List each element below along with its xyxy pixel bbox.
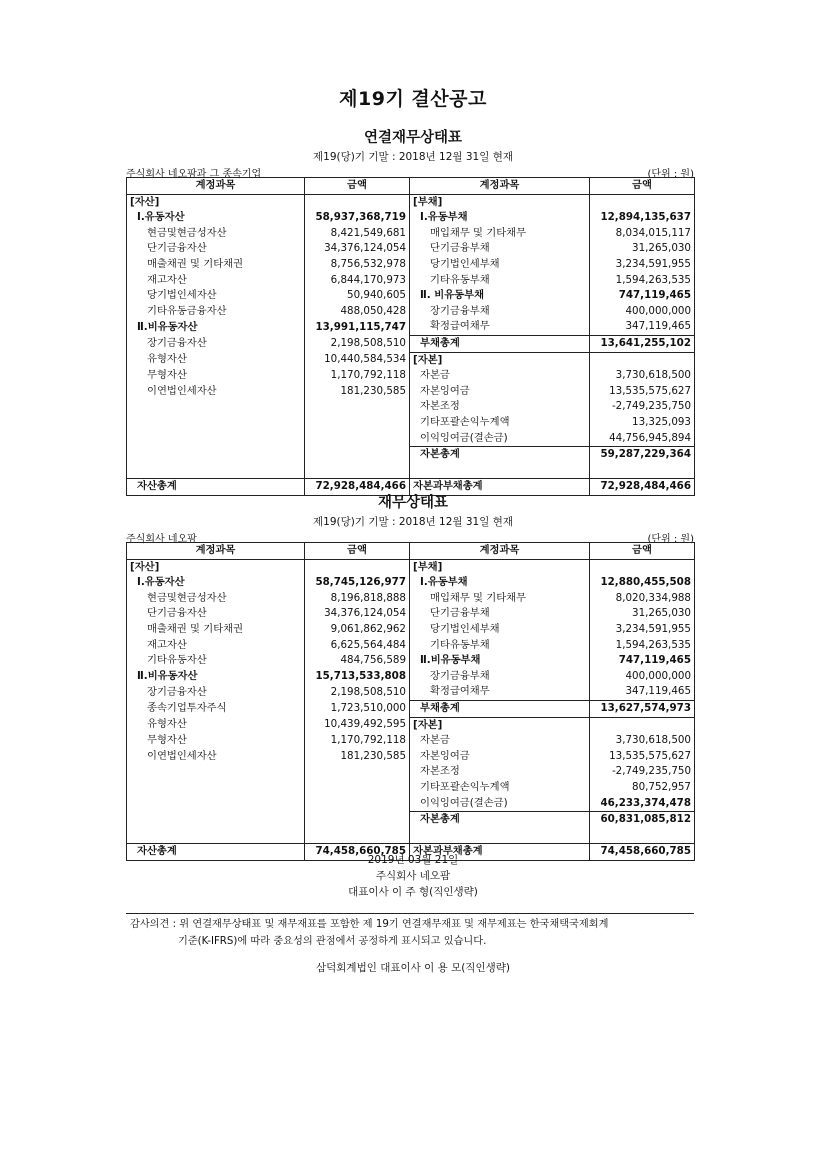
right-label-cell: 기타포괄손익누계액: [410, 415, 590, 431]
right-amount-cell: [590, 463, 695, 479]
left-label-cell: [자산]: [127, 559, 305, 575]
left-amount-cell: 181,230,585: [305, 384, 410, 400]
right-amount-cell: [590, 717, 695, 733]
total-assets-amount: 74,458,660,785: [305, 844, 410, 861]
table-row: [127, 304, 695, 320]
right-label-cell: 기타유동부채: [410, 638, 590, 654]
left-label-cell: 단기금융자산: [127, 606, 305, 622]
left-amount-cell: 10,440,584,534: [305, 352, 410, 368]
left-label-cell: [127, 399, 305, 415]
left-amount-cell: [305, 559, 410, 575]
left-label-cell: 기타유동금융자산: [127, 304, 305, 320]
right-amount-cell: 747,119,465: [590, 288, 695, 304]
table-row: [127, 288, 695, 304]
table-row: [127, 226, 695, 242]
left-amount-cell: [305, 463, 410, 479]
header-amount-right: 금액: [590, 178, 695, 195]
table-row: [127, 368, 695, 384]
table-row: [127, 653, 695, 669]
left-amount-cell: 6,625,564,484: [305, 638, 410, 654]
right-amount-cell: 80,752,957: [590, 780, 695, 796]
right-label-cell: 자본조정: [410, 764, 590, 780]
right-label-cell: 이익잉여금(결손금): [410, 796, 590, 812]
right-label-cell: 당기법인세부채: [410, 257, 590, 273]
header-amount-right: 금액: [590, 543, 695, 560]
right-amount-cell: 347,119,465: [590, 684, 695, 700]
left-label-cell: 장기금융자산: [127, 684, 305, 700]
divider: [126, 913, 694, 914]
left-amount-cell: [305, 764, 410, 780]
header-amount-left: 금액: [305, 543, 410, 560]
separate-unit: (단위 : 원): [647, 534, 694, 545]
left-label-cell: 당기법인세자산: [127, 288, 305, 304]
left-amount-cell: 9,061,862,962: [305, 622, 410, 638]
left-label-cell: 장기금융자산: [127, 335, 305, 352]
right-label-cell: Ⅰ.유동부채: [410, 575, 590, 591]
left-amount-cell: 181,230,585: [305, 749, 410, 765]
right-amount-cell: 13,627,574,973: [590, 700, 695, 717]
right-label-cell: 부채총계: [410, 335, 590, 352]
left-amount-cell: 58,745,126,977: [305, 575, 410, 591]
right-amount-cell: [590, 559, 695, 575]
table-row: [127, 733, 695, 749]
table-row: [127, 352, 695, 368]
consolidated-period: 제19(당)기 기말 : 2018년 12월 31일 현재: [313, 151, 513, 163]
right-amount-cell: 12,880,455,508: [590, 575, 695, 591]
left-amount-cell: 34,376,124,054: [305, 241, 410, 257]
right-label-cell: 부채총계: [410, 700, 590, 717]
left-label-cell: 매출채권 및 기타채권: [127, 257, 305, 273]
left-label-cell: 현금및현금성자산: [127, 591, 305, 607]
consolidated-unit: (단위 : 원): [647, 169, 694, 180]
left-amount-cell: 8,421,549,681: [305, 226, 410, 242]
left-label-cell: 재고자산: [127, 273, 305, 289]
left-label-cell: 무형자산: [127, 368, 305, 384]
total-assets-amount: 72,928,484,466: [305, 479, 410, 496]
right-label-cell: Ⅱ.비유동부채: [410, 653, 590, 669]
table-row: [127, 194, 695, 210]
right-label-cell: [부채]: [410, 194, 590, 210]
table-row: [127, 431, 695, 447]
right-amount-cell: 347,119,465: [590, 319, 695, 335]
left-amount-cell: 8,756,532,978: [305, 257, 410, 273]
left-amount-cell: 2,198,508,510: [305, 335, 410, 352]
right-label-cell: 매입채무 및 기타채무: [410, 226, 590, 242]
table-row: [127, 384, 695, 400]
right-label-cell: 자본조정: [410, 399, 590, 415]
right-amount-cell: 13,325,093: [590, 415, 695, 431]
right-label-cell: 장기금융부채: [410, 304, 590, 320]
right-amount-cell: 13,535,575,627: [590, 749, 695, 765]
right-label-cell: [부채]: [410, 559, 590, 575]
table-row: [127, 591, 695, 607]
right-amount-cell: 3,234,591,955: [590, 257, 695, 273]
left-label-cell: [127, 796, 305, 812]
table-row: [127, 210, 695, 226]
left-amount-cell: 2,198,508,510: [305, 684, 410, 700]
left-label-cell: Ⅰ.유동자산: [127, 575, 305, 591]
right-label-cell: 단기금융부채: [410, 606, 590, 622]
right-label-cell: 확정급여채무: [410, 319, 590, 335]
right-amount-cell: -2,749,235,750: [590, 764, 695, 780]
left-label-cell: 재고자산: [127, 638, 305, 654]
audit-opinion: [130, 916, 730, 950]
right-amount-cell: 1,594,263,535: [590, 638, 695, 654]
left-amount-cell: 50,940,605: [305, 288, 410, 304]
right-amount-cell: 59,287,229,364: [590, 447, 695, 463]
right-label-cell: 매입채무 및 기타채무: [410, 591, 590, 607]
right-label-cell: 단기금융부채: [410, 241, 590, 257]
right-label-cell: 기타포괄손익누계액: [410, 780, 590, 796]
left-amount-cell: 15,713,533,808: [305, 669, 410, 685]
left-amount-cell: 488,050,428: [305, 304, 410, 320]
table-row: [127, 717, 695, 733]
closing-ceo: 대표이사 이 주 형(직인생략): [348, 886, 478, 898]
left-label-cell: 유형자산: [127, 717, 305, 733]
right-label-cell: 당기법인세부채: [410, 622, 590, 638]
closing-date: 2019년 03월 21일: [367, 854, 459, 866]
total-assets-label: 자산총계: [127, 844, 305, 861]
table-row: [127, 575, 695, 591]
table-row: [127, 463, 695, 479]
table-row: [127, 796, 695, 812]
left-label-cell: 종속기업투자주식: [127, 700, 305, 717]
left-label-cell: 이연법인세자산: [127, 749, 305, 765]
left-amount-cell: 1,723,510,000: [305, 700, 410, 717]
right-amount-cell: -2,749,235,750: [590, 399, 695, 415]
left-amount-cell: [305, 415, 410, 431]
left-amount-cell: [305, 431, 410, 447]
table-row: [127, 669, 695, 685]
table-row: [127, 399, 695, 415]
right-amount-cell: 400,000,000: [590, 304, 695, 320]
right-amount-cell: 31,265,030: [590, 241, 695, 257]
table-row: [127, 812, 695, 828]
right-label-cell: 자본금: [410, 368, 590, 384]
total-liabilities-equity-label: 자본과부채총계: [410, 479, 590, 496]
table-header-row: [127, 178, 695, 195]
right-amount-cell: [590, 828, 695, 844]
left-amount-cell: 8,196,818,888: [305, 591, 410, 607]
right-amount-cell: 12,894,135,637: [590, 210, 695, 226]
right-label-cell: 자본잉여금: [410, 749, 590, 765]
right-label-cell: [410, 463, 590, 479]
left-amount-cell: 10,439,492,595: [305, 717, 410, 733]
separate-period: 제19(당)기 기말 : 2018년 12월 31일 현재: [313, 516, 513, 528]
left-label-cell: [127, 431, 305, 447]
header-account-right: 계정과목: [410, 543, 590, 560]
right-label-cell: 자본총계: [410, 812, 590, 828]
left-amount-cell: 1,170,792,118: [305, 368, 410, 384]
right-amount-cell: 8,020,334,988: [590, 591, 695, 607]
left-amount-cell: 6,844,170,973: [305, 273, 410, 289]
left-amount-cell: [305, 194, 410, 210]
consolidated-title: 연결재무상태표: [363, 130, 463, 146]
left-amount-cell: [305, 828, 410, 844]
table-row: [127, 606, 695, 622]
table-header-row: [127, 543, 695, 560]
left-label-cell: 이연법인세자산: [127, 384, 305, 400]
table-row: [127, 319, 695, 335]
left-label-cell: [127, 828, 305, 844]
left-label-cell: 무형자산: [127, 733, 305, 749]
table-row: [127, 273, 695, 289]
right-label-cell: [자본]: [410, 717, 590, 733]
left-label-cell: 기타유동자산: [127, 653, 305, 669]
left-label-cell: [자산]: [127, 194, 305, 210]
left-amount-cell: [305, 796, 410, 812]
table-row: [127, 241, 695, 257]
table-row: [127, 764, 695, 780]
left-amount-cell: [305, 447, 410, 463]
table-row: [127, 684, 695, 700]
left-amount-cell: 484,756,589: [305, 653, 410, 669]
table-row: [127, 638, 695, 654]
left-amount-cell: 58,937,368,719: [305, 210, 410, 226]
right-amount-cell: 46,233,374,478: [590, 796, 695, 812]
table-row: [127, 780, 695, 796]
table-row: [127, 447, 695, 463]
left-label-cell: [127, 812, 305, 828]
table-row: [127, 622, 695, 638]
right-amount-cell: 60,831,085,812: [590, 812, 695, 828]
separate-title: 재무상태표: [377, 495, 449, 511]
left-label-cell: 유형자산: [127, 352, 305, 368]
consolidated-balance-sheet: [126, 177, 695, 496]
right-label-cell: 확정급여채무: [410, 684, 590, 700]
right-label-cell: Ⅱ. 비유동부채: [410, 288, 590, 304]
left-label-cell: [127, 447, 305, 463]
left-amount-cell: [305, 780, 410, 796]
header-account-right: 계정과목: [410, 178, 590, 195]
left-label-cell: Ⅰ.유동자산: [127, 210, 305, 226]
total-liabilities-equity-amount: 72,928,484,466: [590, 479, 695, 496]
table-row: [127, 257, 695, 273]
right-amount-cell: [590, 194, 695, 210]
right-amount-cell: 3,234,591,955: [590, 622, 695, 638]
right-amount-cell: [590, 352, 695, 368]
right-label-cell: [410, 828, 590, 844]
right-label-cell: 자본잉여금: [410, 384, 590, 400]
consolidated-company: 주식회사 네오팜과 그 종속기업: [126, 169, 262, 180]
right-label-cell: [자본]: [410, 352, 590, 368]
total-liabilities-equity-amount: 74,458,660,785: [590, 844, 695, 861]
left-amount-cell: 34,376,124,054: [305, 606, 410, 622]
right-label-cell: Ⅰ.유동부채: [410, 210, 590, 226]
left-amount-cell: 13,991,115,747: [305, 319, 410, 335]
left-amount-cell: [305, 399, 410, 415]
audit-line-1: 감사의견 : 위 연결재무상태표 및 재무재표를 포함한 제 19기 연결재무재표 및 재무제표는 한국채택국제회계: [130, 919, 609, 930]
total-liabilities-equity-label: 자본과부채총계: [410, 844, 590, 861]
header-amount-left: 금액: [305, 178, 410, 195]
table-row: [127, 559, 695, 575]
table-row: [127, 415, 695, 431]
left-amount-cell: 1,170,792,118: [305, 733, 410, 749]
left-label-cell: 현금및현금성자산: [127, 226, 305, 242]
auditor-signature: 삼덕회계법인 대표이사 이 용 모(직인생략): [316, 962, 510, 974]
total-assets-label: 자산총계: [127, 479, 305, 496]
right-amount-cell: 13,641,255,102: [590, 335, 695, 352]
right-amount-cell: 13,535,575,627: [590, 384, 695, 400]
closing-company: 주식회사 네오팜: [375, 870, 451, 882]
table-row: [127, 749, 695, 765]
closing-block: [0, 852, 826, 900]
left-amount-cell: [305, 812, 410, 828]
left-label-cell: [127, 764, 305, 780]
separate-company: 주식회사 네오팜: [126, 534, 197, 545]
left-label-cell: 단기금융자산: [127, 241, 305, 257]
table-row: [127, 335, 695, 352]
right-label-cell: 기타유동부채: [410, 273, 590, 289]
right-amount-cell: 8,034,015,117: [590, 226, 695, 242]
left-label-cell: Ⅱ.비유동자산: [127, 319, 305, 335]
right-amount-cell: 400,000,000: [590, 669, 695, 685]
table-row: [127, 828, 695, 844]
right-amount-cell: 3,730,618,500: [590, 368, 695, 384]
table-row: [127, 700, 695, 717]
right-amount-cell: 44,756,945,894: [590, 431, 695, 447]
left-label-cell: Ⅱ.비유동자산: [127, 669, 305, 685]
left-label-cell: [127, 415, 305, 431]
right-amount-cell: 1,594,263,535: [590, 273, 695, 289]
right-amount-cell: 31,265,030: [590, 606, 695, 622]
left-label-cell: [127, 463, 305, 479]
right-amount-cell: 747,119,465: [590, 653, 695, 669]
right-label-cell: 장기금융부채: [410, 669, 590, 685]
right-amount-cell: 3,730,618,500: [590, 733, 695, 749]
header-account-left: 계정과목: [127, 178, 305, 195]
separate-balance-sheet: [126, 542, 695, 861]
right-label-cell: 자본금: [410, 733, 590, 749]
audit-line-2: 기준(K-IFRS)에 따라 중요성의 관점에서 공정하게 표시되고 있습니다.: [178, 936, 487, 947]
right-label-cell: 자본총계: [410, 447, 590, 463]
right-label-cell: 이익잉여금(결손금): [410, 431, 590, 447]
page-title: 제19기 결산공고: [339, 88, 487, 110]
left-label-cell: [127, 780, 305, 796]
left-label-cell: 매출채권 및 기타채권: [127, 622, 305, 638]
header-account-left: 계정과목: [127, 543, 305, 560]
